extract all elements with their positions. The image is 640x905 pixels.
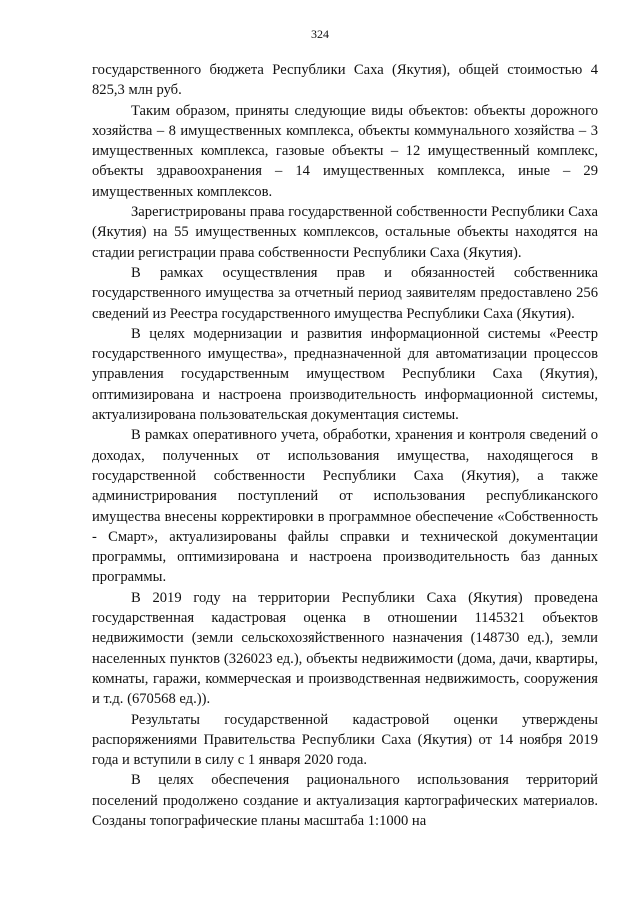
paragraph-topographic-plans: В целях обеспечения рационального использования территорий поселений продолжено создание и актуализация картографических материалов. Созданы топографические планы масштаба 1:1000 на bbox=[92, 772, 598, 829]
paragraph-budget-cost: государственного бюджета Республики Саха (Якутия), общей стоимостью 4 825,3 млн руб. bbox=[92, 62, 598, 99]
paragraph-income-accounting: В рамках оперативного учета, обработки, хранения и контроля сведений о доходах, полученных от использования имущества, находящегося в государственной собственности Республики Саха (Якутия), а также администрирования поступлений от использования республиканского имущества внесены корректировки в программное обеспечение «Собственность - Смарт», актуализированы файлы справки и технической документации программы, оптимизирована и настроена производительность баз данных программы. bbox=[92, 427, 598, 586]
paragraph-registry-info: В рамках осуществления прав и обязанностей собственника государственного имущества за отчетный период заявителям предоставлено 256 сведений из Реестра государственного имущества Республики Саха (Якутия). bbox=[92, 264, 598, 322]
paragraph-cadastral-valuation: В 2019 году на территории Республики Саха (Якутия) проведена государственная кадастровая оценка в отношении 1145321 объектов недвижимости (земли сельскохозяйственного назначения (148730 ед.), земли населенных пунктов (326023 ед.), объекты недвижимости (дома, дачи, квартиры, комнаты, гаражи, коммерческая и производственная недвижимость, сооружения и т.д. (670568 ед.)). bbox=[92, 589, 598, 708]
page-number: 324 bbox=[311, 27, 329, 41]
paragraph-information-system: В целях модернизации и развития информационной системы «Реестр государственного имущества», предназначенной для автоматизации процессов управления государственным имуществом Республики Саха (Якутия), оптимизирована и настроена производительность информационной системы, актуализирована пользовательская документация системы. bbox=[92, 325, 598, 424]
paragraph-valuation-results: Результаты государственной кадастровой оценки утверждены распоряжениями Правительства Республики Саха (Якутия) от 14 ноября 2019 года и вступили в силу с 1 января 2020 года. bbox=[92, 711, 598, 769]
page-body bbox=[92, 60, 598, 831]
paragraph-object-types: Таким образом, приняты следующие виды объектов: объекты дорожного хозяйства – 8 имущественных комплекса, объекты коммунального хозяйства – 3 имущественных комплекса, газовые объекты – 12 имущественный комплекс, объекты здравоохранения – 14 имущественных комплекса, иные – 29 имущественных комплексов. bbox=[92, 102, 598, 200]
paragraph-registration: Зарегистрированы права государственной собственности Республики Саха (Якутия) на 55 имущественных комплексов, остальные объекты находятся на стадии регистрации права собственности Республики Саха (Якутия). bbox=[92, 204, 598, 261]
